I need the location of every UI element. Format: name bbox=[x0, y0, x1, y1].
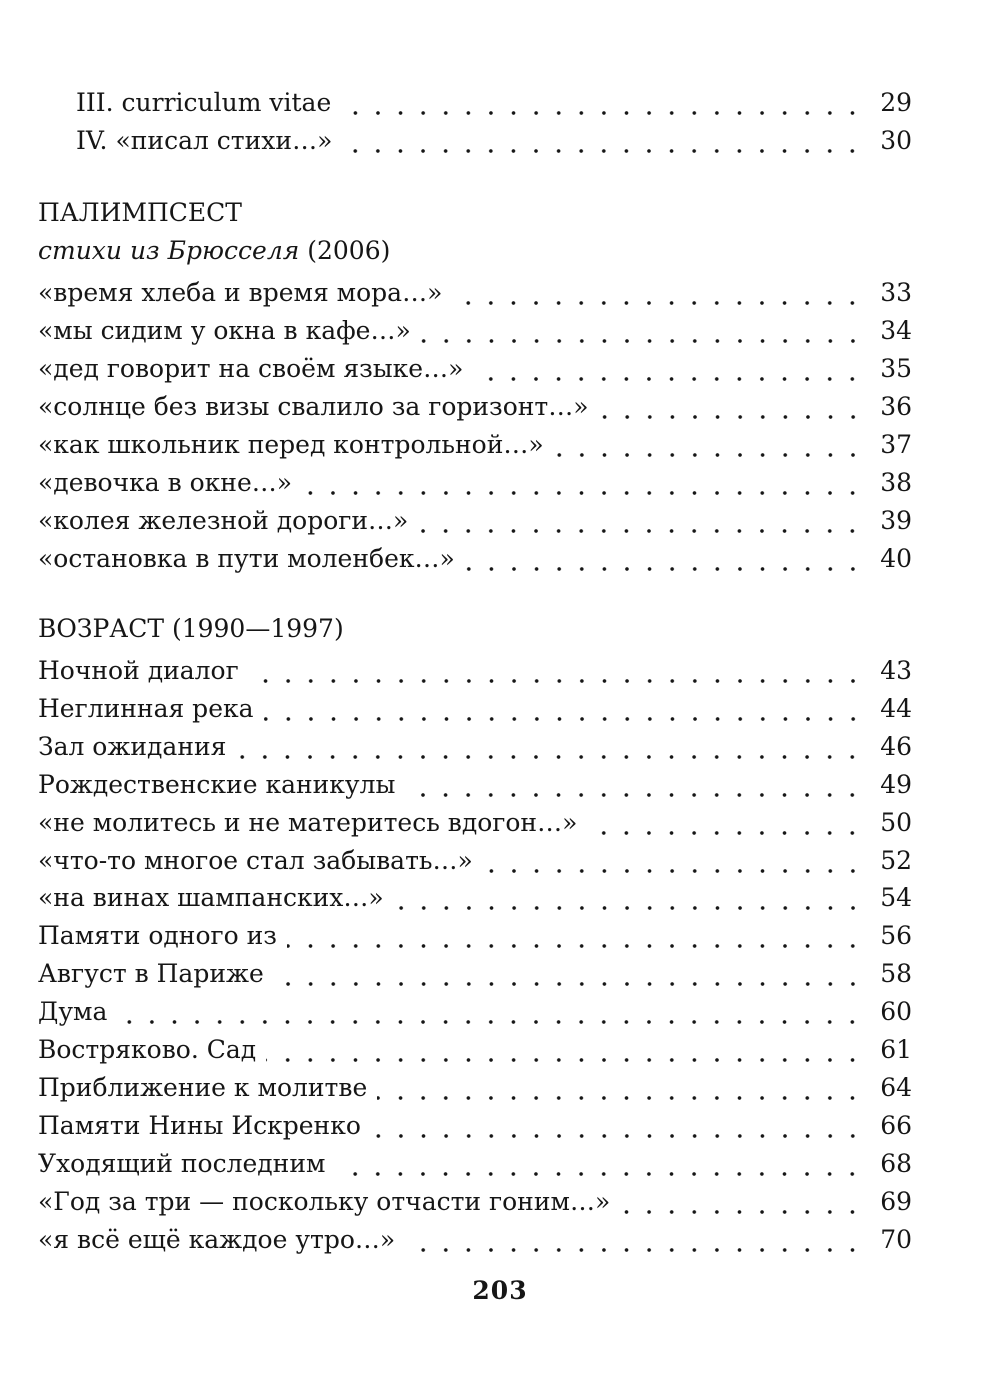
toc-entry-page: 36 bbox=[880, 392, 912, 421]
dot-leader bbox=[341, 86, 864, 116]
toc-entry-title: Рождественские каникулы bbox=[38, 769, 396, 799]
toc-entry-title: Неглинная река bbox=[38, 693, 254, 723]
toc-entry-page: 56 bbox=[880, 921, 912, 951]
toc-entry bbox=[38, 686, 912, 724]
toc-entry-title: Уходящий последним bbox=[38, 1148, 326, 1178]
toc-entry bbox=[38, 384, 912, 422]
dot-leader bbox=[405, 1223, 864, 1253]
toc-entry-page: 64 bbox=[880, 1072, 912, 1102]
toc-entry-title: «что-то многое стал забывать…» bbox=[38, 845, 473, 875]
toc-entry-page: 29 bbox=[880, 88, 912, 117]
dot-leader bbox=[335, 1147, 864, 1177]
dot-leader bbox=[599, 390, 864, 420]
toc-entry-title: «время хлеба и время мора…» bbox=[38, 278, 443, 307]
toc-entry bbox=[38, 422, 912, 460]
toc-entry-title: «мы сидим у окна в кафе…» bbox=[38, 316, 411, 345]
dot-leader bbox=[620, 1185, 864, 1215]
toc-entry-title: III. curriculum vitae bbox=[76, 88, 332, 117]
toc-entry-title: «солнце без визы свалило за горизонт…» bbox=[38, 392, 589, 421]
toc-entry bbox=[38, 536, 912, 574]
toc-entry bbox=[38, 838, 912, 876]
subheading-year: (2006) bbox=[299, 236, 391, 265]
dot-leader bbox=[266, 1033, 864, 1063]
toc-entry-title: «колея железной дороги…» bbox=[38, 506, 409, 535]
toc-entry-title: Август в Париже bbox=[38, 959, 264, 989]
toc-entry-title: «на винах шампанских…» bbox=[38, 883, 384, 913]
toc-entry bbox=[38, 1103, 912, 1141]
dot-leader bbox=[302, 466, 864, 496]
toc-entry bbox=[38, 270, 912, 308]
dot-leader bbox=[418, 504, 864, 534]
toc-entry bbox=[38, 800, 912, 838]
toc-entry-page: 46 bbox=[880, 731, 912, 761]
toc-entry bbox=[38, 1065, 912, 1103]
dot-leader bbox=[587, 806, 864, 836]
toc-entry bbox=[38, 1027, 912, 1065]
dot-leader bbox=[405, 768, 864, 798]
toc-entry-page: 61 bbox=[880, 1035, 912, 1064]
subheading-italic: стихи из Брюсселя bbox=[38, 236, 300, 265]
toc-entry-page: 49 bbox=[880, 769, 912, 799]
toc-entry bbox=[38, 308, 912, 346]
toc-entry-page: 69 bbox=[880, 1186, 912, 1216]
dot-leader bbox=[287, 919, 864, 949]
toc-entry-page: 39 bbox=[880, 506, 912, 535]
toc-entry-title: Памяти Нины Искренко bbox=[38, 1110, 361, 1140]
toc-entry-page: 40 bbox=[880, 544, 912, 573]
toc-entry-page: 35 bbox=[880, 354, 912, 383]
toc-entry-page: 43 bbox=[880, 656, 912, 685]
dot-leader bbox=[554, 428, 864, 458]
toc-entry bbox=[38, 913, 912, 951]
toc-entry bbox=[38, 648, 912, 686]
toc-entry-page: 66 bbox=[880, 1110, 912, 1140]
section-heading: ВОЗРАСТ (1990—1997) bbox=[38, 614, 344, 643]
toc-entry bbox=[38, 1217, 912, 1255]
dot-leader bbox=[483, 844, 864, 874]
toc-entry bbox=[76, 118, 912, 156]
dot-leader bbox=[465, 542, 864, 572]
toc-entry-title: «я всё ещё каждое утро…» bbox=[38, 1224, 396, 1254]
toc-entry-page: 50 bbox=[880, 807, 912, 837]
toc-entry-title: Дума bbox=[38, 997, 108, 1027]
toc-entry bbox=[38, 875, 912, 913]
toc-entry-title: Ночной диалог bbox=[38, 656, 239, 685]
toc-entry bbox=[38, 346, 912, 384]
toc-entry-title: «не молитесь и не материтесь вдогон…» bbox=[38, 807, 578, 837]
toc-entry-page: 44 bbox=[880, 693, 912, 723]
toc-entry bbox=[38, 498, 912, 536]
toc-entry bbox=[38, 762, 912, 800]
toc-entry-title: IV. «писал стихи…» bbox=[76, 126, 333, 155]
toc-entry-title: «девочка в окне…» bbox=[38, 468, 293, 497]
toc-entry-title: «дед говорит на своём языке…» bbox=[38, 354, 464, 383]
toc-entry bbox=[76, 80, 912, 118]
dot-leader bbox=[371, 1109, 864, 1139]
toc-entry-page: 70 bbox=[880, 1224, 912, 1254]
toc-entry-title: «как школьник перед контрольной…» bbox=[38, 430, 544, 459]
toc-entry bbox=[38, 989, 912, 1027]
toc-entry bbox=[38, 1141, 912, 1179]
dot-leader bbox=[394, 881, 864, 911]
dot-leader bbox=[342, 124, 864, 154]
toc-entry-title: Зал ожидания bbox=[38, 731, 227, 761]
toc-entry-page: 34 bbox=[880, 316, 912, 345]
toc-entry-page: 68 bbox=[880, 1148, 912, 1178]
toc-entry-page: 33 bbox=[880, 278, 912, 307]
dot-leader bbox=[117, 995, 864, 1025]
toc-entry-page: 60 bbox=[880, 997, 912, 1027]
toc-entry-title: «Год за три — поскольку отчасти гоним…» bbox=[38, 1186, 611, 1216]
dot-leader bbox=[249, 654, 864, 684]
dot-leader bbox=[473, 352, 864, 382]
toc-entry bbox=[38, 724, 912, 762]
section-subheading bbox=[38, 236, 390, 266]
toc-entry-title: Востряково. Сад bbox=[38, 1035, 257, 1064]
toc-entry-page: 30 bbox=[880, 126, 912, 155]
toc-entry-title: Приближение к молитве bbox=[38, 1072, 368, 1102]
toc-entry-page: 54 bbox=[880, 883, 912, 913]
toc-entry bbox=[38, 460, 912, 498]
toc-entry-page: 52 bbox=[880, 845, 912, 875]
dot-leader bbox=[377, 1071, 864, 1101]
toc-entry-page: 58 bbox=[880, 959, 912, 989]
section-heading: ПАЛИМПСЕСТ bbox=[38, 198, 242, 227]
toc-entry-title: «остановка в пути моленбек…» bbox=[38, 544, 455, 573]
dot-leader bbox=[264, 692, 864, 722]
page-number: 203 bbox=[472, 1276, 528, 1305]
toc-entry-title: Памяти одного из bbox=[38, 921, 277, 951]
dot-leader bbox=[452, 276, 864, 306]
dot-leader bbox=[274, 957, 864, 987]
dot-leader bbox=[421, 314, 864, 344]
toc-entry-page: 37 bbox=[880, 430, 912, 459]
toc-entry-page: 38 bbox=[880, 468, 912, 497]
toc-entry bbox=[38, 1179, 912, 1217]
dot-leader bbox=[236, 730, 864, 760]
toc-entry bbox=[38, 951, 912, 989]
